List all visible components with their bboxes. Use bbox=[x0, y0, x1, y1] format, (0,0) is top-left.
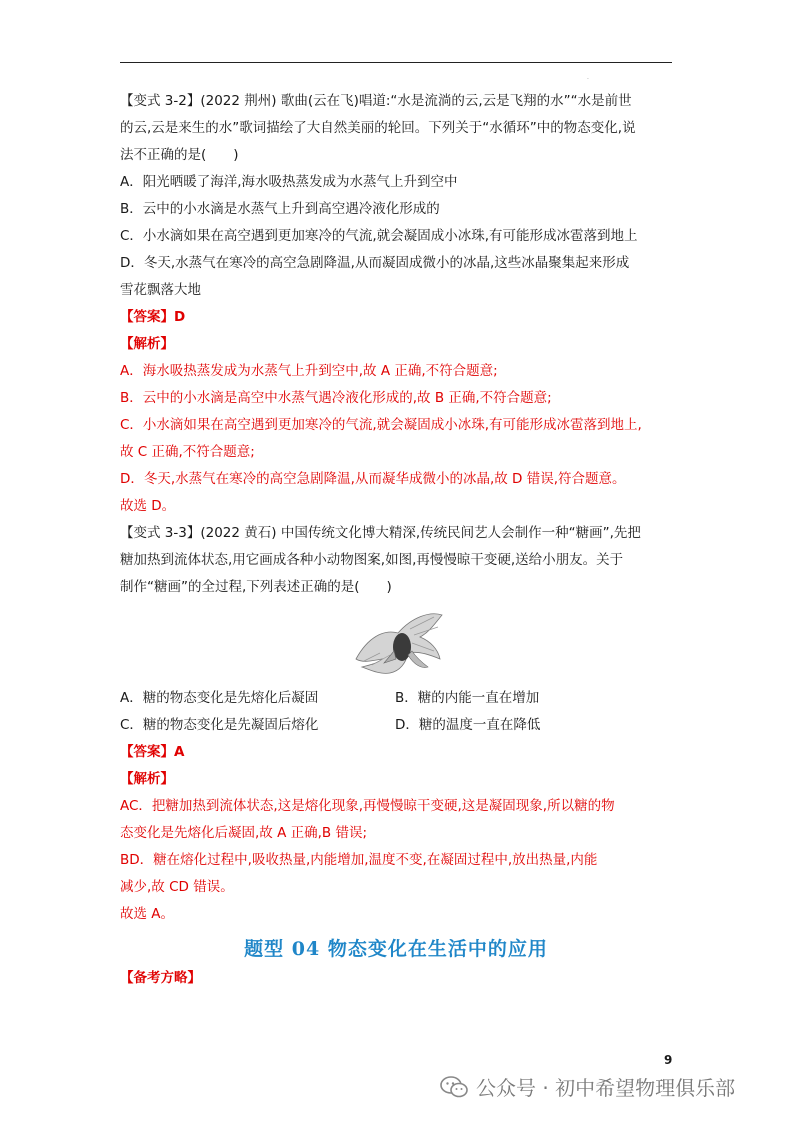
analysis-line: C．小水滴如果在高空遇到更加寒冷的气流,就会凝固成小冰珠,有可能形成冰雹落到地上, bbox=[120, 417, 642, 433]
analysis-label: 【解析】 bbox=[120, 771, 174, 787]
analysis-line: B．云中的小水滴是高空中水蒸气遇冷液化形成的,故 B 正确,不符合题意; bbox=[120, 390, 552, 406]
stem-line: 的云,云是来生的水”歌词描绘了大自然美丽的轮回。下列关于“水循环”中的物态变化,说 bbox=[120, 120, 636, 136]
analysis-line: 故选 A。 bbox=[120, 906, 175, 922]
stem-line: 【变式 3-3】(2022 黄石) 中国传统文化博大精深,传统民间艺人会制作一种“糖画”,先把 bbox=[120, 525, 641, 541]
sugar-painting-eagle-image bbox=[350, 607, 446, 679]
header-rule bbox=[120, 62, 672, 63]
option-d: D．糖的温度一直在降低 bbox=[395, 717, 541, 733]
question-stem bbox=[120, 520, 672, 601]
option-d-line: D．冬天,水蒸气在寒冷的高空急剧降温,从而凝固成微小的冰晶,这些冰晶聚集起来形成 bbox=[120, 255, 630, 271]
analysis-line: 态变化是先熔化后凝固,故 A 正确,B 错误; bbox=[120, 825, 368, 841]
question-3-3 bbox=[120, 520, 672, 928]
options-row bbox=[120, 712, 672, 739]
prep-strategy-label: 【备考方略】 bbox=[120, 970, 201, 986]
answer-label: 【答案】A bbox=[120, 744, 185, 760]
analysis-line: 减少,故 CD 错误。 bbox=[120, 879, 234, 895]
header-dot: . bbox=[587, 74, 589, 81]
analysis-line: AC．把糖加热到流体状态,这是熔化现象,再慢慢晾干变硬,这是凝固现象,所以糖的物 bbox=[120, 798, 615, 814]
analysis-label: 【解析】 bbox=[120, 336, 174, 352]
option-d bbox=[120, 250, 672, 304]
option-c: C．糖的物态变化是先凝固后熔化 bbox=[120, 717, 319, 733]
stem-line: 制作“糖画”的全过程,下列表述正确的是( ) bbox=[120, 579, 392, 595]
option-c: C．小水滴如果在高空遇到更加寒冷的气流,就会凝固成小冰珠,有可能形成冰雹落到地上 bbox=[120, 228, 638, 244]
watermark bbox=[440, 1072, 735, 1101]
options-row bbox=[120, 685, 672, 712]
answer-label: 【答案】D bbox=[120, 309, 186, 325]
option-b: B．云中的小水滴是水蒸气上升到高空遇冷液化形成的 bbox=[120, 201, 440, 217]
option-a: A．阳光晒暖了海洋,海水吸热蒸发成为水蒸气上升到空中 bbox=[120, 174, 458, 190]
option-d-line: 雪花飘落大地 bbox=[120, 282, 201, 298]
question-stem bbox=[120, 88, 672, 169]
question-3-2 bbox=[120, 88, 672, 520]
watermark-text: 公众号 · 初中希望物理俱乐部 bbox=[476, 1076, 736, 1100]
option-b: B．糖的内能一直在增加 bbox=[395, 690, 540, 706]
analysis-line: D．冬天,水蒸气在寒冷的高空急剧降温,从而凝华成微小的冰晶,故 D 错误,符合题意。 bbox=[120, 471, 626, 487]
page-content bbox=[120, 88, 672, 992]
analysis-line: 故 C 正确,不符合题意; bbox=[120, 444, 255, 460]
option-a: A．糖的物态变化是先熔化后凝固 bbox=[120, 690, 319, 706]
analysis-line: A．海水吸热蒸发成为水蒸气上升到空中,故 A 正确,不符合题意; bbox=[120, 363, 498, 379]
analysis-line: BD．糖在熔化过程中,吸收热量,内能增加,温度不变,在凝固过程中,放出热量,内能 bbox=[120, 852, 598, 868]
wechat-icon bbox=[440, 1076, 468, 1098]
section-title: 题型 04 物态变化在生活中的应用 bbox=[244, 938, 548, 960]
stem-line: 【变式 3-2】(2022 荆州) 歌曲(云在飞)唱道:“水是流淌的云,云是飞翔的水”“水是前世 bbox=[120, 93, 632, 109]
stem-line: 法不正确的是( ) bbox=[120, 147, 239, 163]
analysis-line: 故选 D。 bbox=[120, 498, 176, 514]
stem-line: 糖加热到流体状态,用它画成各种小动物图案,如图,再慢慢晾干变硬,送给小朋友。关于 bbox=[120, 552, 624, 568]
page-number: 9 bbox=[664, 1053, 673, 1067]
